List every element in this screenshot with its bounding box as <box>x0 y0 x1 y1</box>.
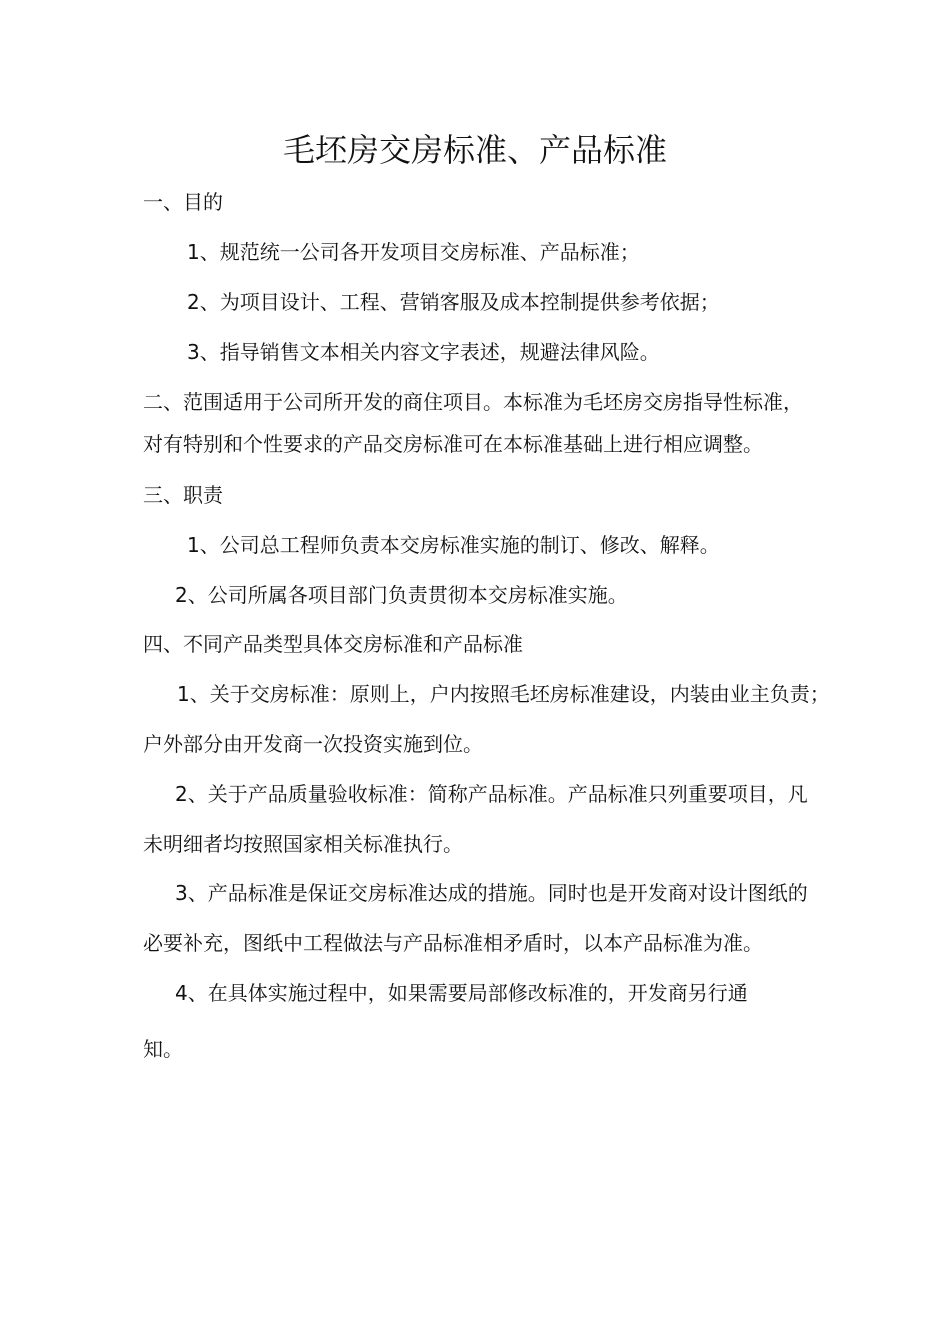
scope-paragraph-line: 二、范围适用于公司所开发的商住项目。本标准为毛坯房交房指导性标准， <box>143 390 803 414</box>
duties-item: 1、公司总工程师负责本交房标准实施的制订、修改、解释。 <box>187 533 720 557</box>
standards-paragraph-line: 必要补充，图纸中工程做法与产品标准相矛盾时，以本产品标准为准。 <box>143 931 763 955</box>
standards-paragraph-line: 4、在具体实施过程中，如果需要局部修改标准的，开发商另行通 <box>175 981 748 1005</box>
purpose-item: 2、为项目设计、工程、营销客服及成本控制提供参考依据； <box>187 290 720 314</box>
section-heading-purpose: 一、目的 <box>143 190 223 214</box>
standards-paragraph-line: 未明细者均按照国家相关标准执行。 <box>143 832 463 856</box>
standards-paragraph-line: 1、关于交房标准：原则上，户内按照毛坯房标准建设，内装由业主负责； <box>177 682 830 706</box>
standards-paragraph-line: 户外部分由开发商一次投资实施到位。 <box>143 732 483 756</box>
duties-item: 2、公司所属各项目部门负责贯彻本交房标准实施。 <box>175 583 628 607</box>
scope-paragraph-line: 对有特别和个性要求的产品交房标准可在本标准基础上进行相应调整。 <box>143 432 763 456</box>
section-heading-duties: 三、职责 <box>143 483 223 507</box>
purpose-item: 3、指导销售文本相关内容文字表述，规避法律风险。 <box>187 340 660 364</box>
purpose-item: 1、规范统一公司各开发项目交房标准、产品标准； <box>187 240 640 264</box>
section-heading-standards: 四、不同产品类型具体交房标准和产品标准 <box>143 632 523 656</box>
standards-paragraph-line: 3、产品标准是保证交房标准达成的措施。同时也是开发商对设计图纸的 <box>175 881 808 905</box>
standards-paragraph-line: 知。 <box>143 1037 183 1061</box>
standards-paragraph-line: 2、关于产品质量验收标准：简称产品标准。产品标准只列重要项目，凡 <box>175 782 808 806</box>
page-title: 毛坯房交房标准、产品标准 <box>282 131 667 169</box>
